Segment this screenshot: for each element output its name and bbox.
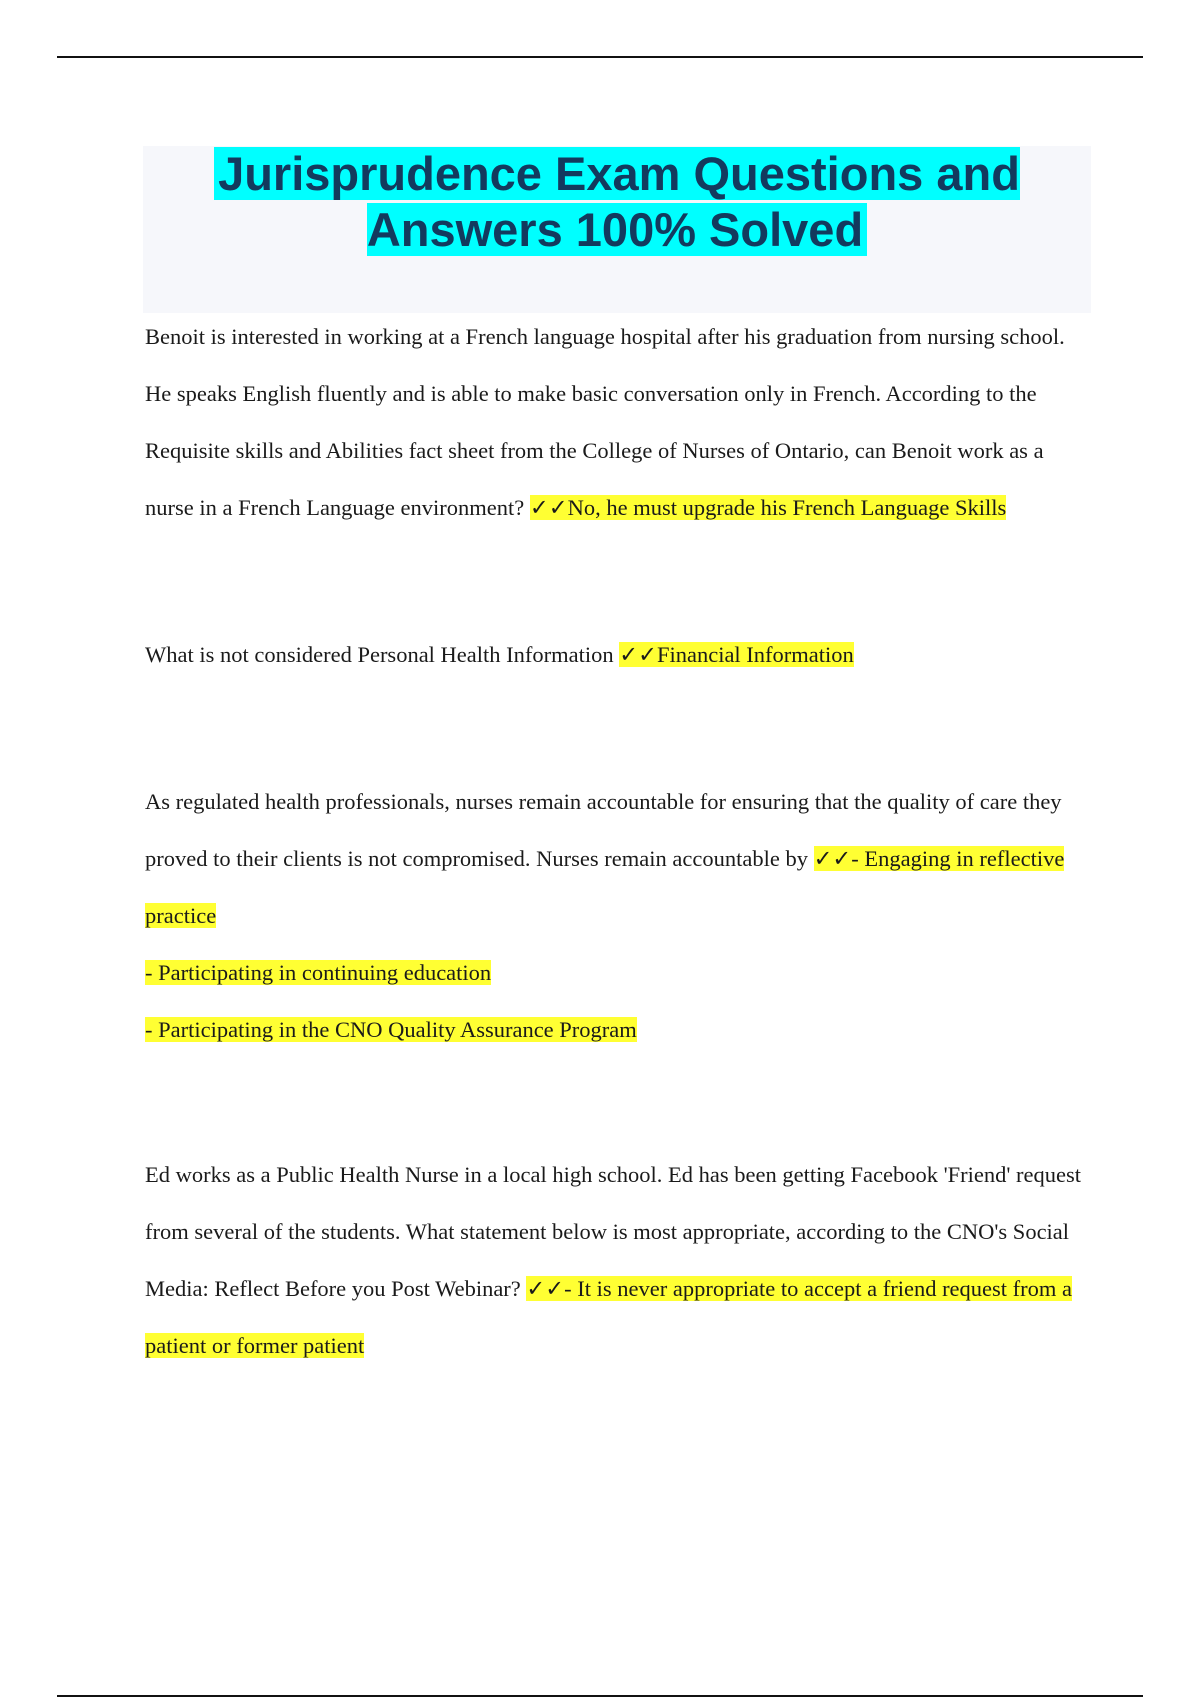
qa-item-4 xyxy=(145,1146,1090,1374)
qa-item-2 xyxy=(145,626,1090,683)
question-text: As regulated health professionals, nurses remain accountable for ensuring that the quality of care they proved to their clients is not compromised. Nurses remain accountable by xyxy=(145,789,1062,871)
bottom-rule xyxy=(57,1695,1143,1697)
document-body xyxy=(145,308,1090,1374)
document-title xyxy=(143,146,1091,258)
answer-text: ✓✓No, he must upgrade his French Language Skills xyxy=(529,495,1007,520)
answer-text: ✓✓Financial Information xyxy=(619,642,854,667)
title-highlight: Jurisprudence Exam Questions and Answers 100% Solved xyxy=(214,147,1020,256)
question-text: What is not considered Personal Health Information xyxy=(145,642,614,667)
title-block xyxy=(143,146,1091,313)
answer-text: ✓✓- Engaging in reflective practice xyxy=(145,846,1065,928)
qa-item-1 xyxy=(145,308,1090,536)
question-text: Benoit is interested in working at a French language hospital after his graduation from nursing school. He speaks English fluently and is able to make basic conversation only in French. According to the Requisite skills and Abilities fact sheet from the College of Nurses of Ontario, can Benoit work as a nurse in a French Language environment? xyxy=(145,324,1065,520)
question-text: Ed works as a Public Health Nurse in a local high school. Ed has been getting Facebook 'Friend' request from several of the students. What statement below is most appropriate, according to the CNO's Social Media: Reflect Before you Post Webinar? xyxy=(145,1162,1082,1301)
answer-text: ✓✓- It is never appropriate to accept a friend request from a patient or former patient xyxy=(145,1276,1073,1358)
qa-item-3 xyxy=(145,773,1090,1058)
answer-bullet: - Participating in the CNO Quality Assurance Program xyxy=(145,1017,637,1042)
answer-bullet: - Participating in continuing education xyxy=(145,960,492,985)
top-rule xyxy=(57,56,1143,58)
